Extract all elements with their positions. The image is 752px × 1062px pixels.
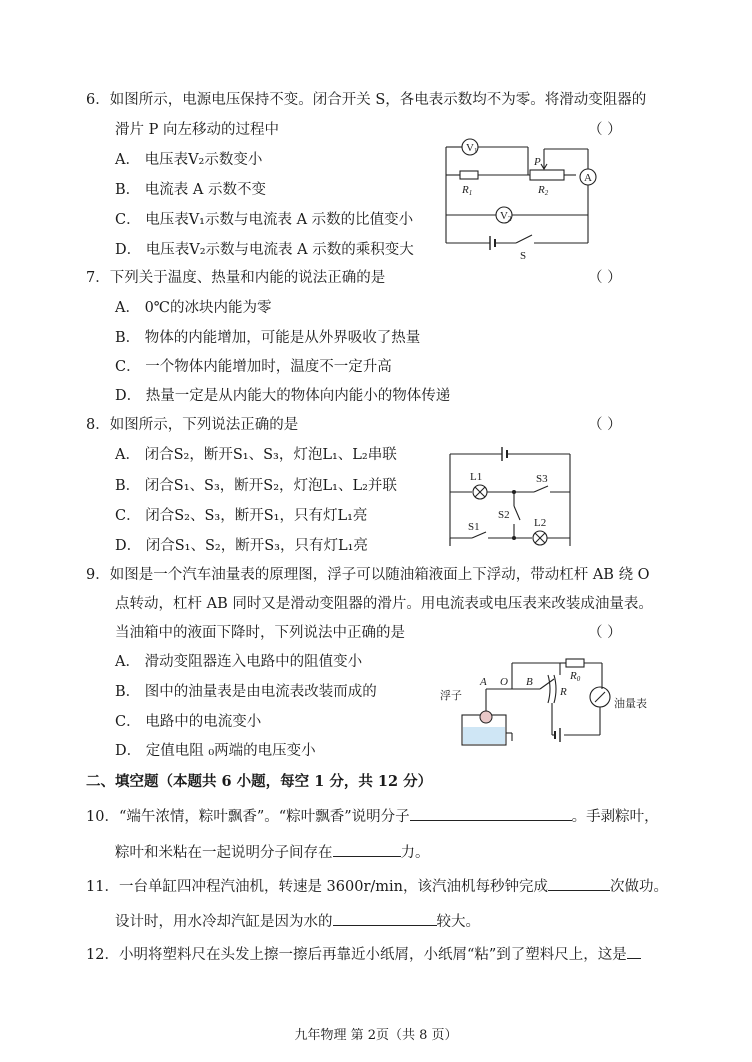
svg-text:S3: S3 <box>536 473 548 485</box>
q6-circuit-diagram <box>440 135 610 265</box>
q7-stem: 7．下列关于温度、热量和内能的说法正确的是 <box>86 270 386 286</box>
q8-answer-paren: （ ） <box>588 417 622 433</box>
q8-option-c: C． 闭合S₂、S₃，断开S₁，只有灯L₁亮 <box>115 508 368 524</box>
page-footer: 九年物理 第 2页（共 8 页） <box>294 1028 458 1043</box>
q7-option-c: C． 一个物体内能增加时，温度不一定升高 <box>115 359 392 375</box>
svg-text:L2: L2 <box>534 517 547 529</box>
q6-stem-line1: 6．如图所示，电源电压保持不变。闭合开关 S，各电表示数均不为零。将滑动变阻器的 <box>86 92 647 108</box>
svg-text:V1: V1 <box>466 142 478 155</box>
q8-stem: 8．如图所示，下列说法正确的是 <box>86 417 299 433</box>
q10-line2: 粽叶和米粘在一起说明分子间存在 力。 <box>115 842 430 863</box>
svg-text:V2: V2 <box>500 210 512 223</box>
svg-text:R2: R2 <box>538 184 549 197</box>
q9-stem-line1: 9．如图是一个汽车油量表的原理图，浮子可以随油箱液面上下浮动，带动杠杆 AB 绕 O <box>86 567 650 583</box>
q10-blank-1[interactable] <box>410 806 572 821</box>
q11-blank-2[interactable] <box>333 911 437 926</box>
svg-text:R1: R1 <box>462 184 473 197</box>
section2-title: 二、填空题（本题共 6 小题，每空 1 分，共 12 分） <box>86 773 433 790</box>
q9-option-d: D． 定值电阻 ₀两端的电压变小 <box>115 743 316 759</box>
q10-line1: 10．“端午浓情，粽叶飘香”。“粽叶飘香”说明分子 。手剥粽叶， <box>86 806 659 827</box>
q7-option-a: A． 0℃的冰块内能为零 <box>115 300 272 316</box>
svg-text:R0: R0 <box>570 670 581 683</box>
svg-text:浮子: 浮子 <box>440 690 462 702</box>
r2-rheostat <box>530 170 564 180</box>
q9-stem-line3: 当油箱中的液面下降时，下列说法中正确的是 <box>115 625 405 641</box>
svg-text:S1: S1 <box>468 521 480 533</box>
q7-option-b: B． 物体的内能增加，可能是从外界吸收了热量 <box>115 330 421 346</box>
svg-text:P: P <box>534 156 541 168</box>
svg-text:A: A <box>584 172 592 184</box>
q6-answer-paren: （ ） <box>588 122 622 138</box>
q6-option-b: B． 电流表 A 示数不变 <box>115 182 266 198</box>
q9-answer-paren: （ ） <box>588 625 622 641</box>
svg-text:油量表: 油量表 <box>614 698 647 710</box>
r1-resistor <box>460 171 478 179</box>
q12-blank-1[interactable] <box>627 944 641 959</box>
q11-line2: 设计时，用水冷却汽缸是因为水的 较大。 <box>115 911 480 932</box>
q8-circuit-diagram <box>442 446 577 556</box>
svg-text:O: O <box>500 676 508 688</box>
q9-stem-line2: 点转动，杠杆 AB 同时又是滑动变阻器的滑片。用电流表或电压表来改装成油量表。 <box>115 596 653 612</box>
q6-option-c: C． 电压表V₁示数与电流表 A 示数的比值变小 <box>115 212 414 228</box>
q9-option-c: C． 电路中的电流变小 <box>115 714 262 730</box>
q6-option-a: A． 电压表V₂示数变小 <box>115 152 263 168</box>
svg-text:S: S <box>520 250 527 262</box>
q7-option-d: D． 热量一定是从内能大的物体向内能小的物体传递 <box>115 388 451 404</box>
q9-fuel-gauge-diagram <box>440 655 665 755</box>
q8-option-d: D． 闭合S₁、S₂，断开S₃，只有灯L₁亮 <box>115 538 368 554</box>
r0-resistor <box>566 659 584 667</box>
svg-text:A: A <box>480 676 487 688</box>
q11-blank-1[interactable] <box>548 876 610 891</box>
q8-option-b: B． 闭合S₁、S₃，断开S₂，灯泡L₁、L₂并联 <box>115 478 397 494</box>
q6-stem-line2: 滑片 P 向左移动的过程中 <box>115 122 279 138</box>
q9-option-a: A． 滑动变阻器连入电路中的阻值变小 <box>115 654 363 670</box>
q6-option-d: D． 电压表V₂示数与电流表 A 示数的乘积变大 <box>115 242 414 258</box>
svg-text:B: B <box>526 676 533 688</box>
q7-answer-paren: （ ） <box>588 270 622 286</box>
q12-line1: 12．小明将塑料尺在头发上擦一擦后再靠近小纸屑，小纸屑“粘”到了塑料尺上，这是 <box>86 944 641 965</box>
q8-option-a: A． 闭合S₂，断开S₁、S₃，灯泡L₁、L₂串联 <box>115 447 397 463</box>
svg-text:S2: S2 <box>498 509 510 521</box>
q11-line1: 11．一台单缸四冲程汽油机，转速是 3600r/min，该汽油机每秒钟完成 次做功。 <box>86 876 668 897</box>
svg-text:L1: L1 <box>470 471 483 483</box>
svg-text:R: R <box>560 686 567 698</box>
q9-option-b: B． 图中的油量表是由电流表改装而成的 <box>115 684 377 700</box>
q10-blank-2[interactable] <box>333 842 401 857</box>
